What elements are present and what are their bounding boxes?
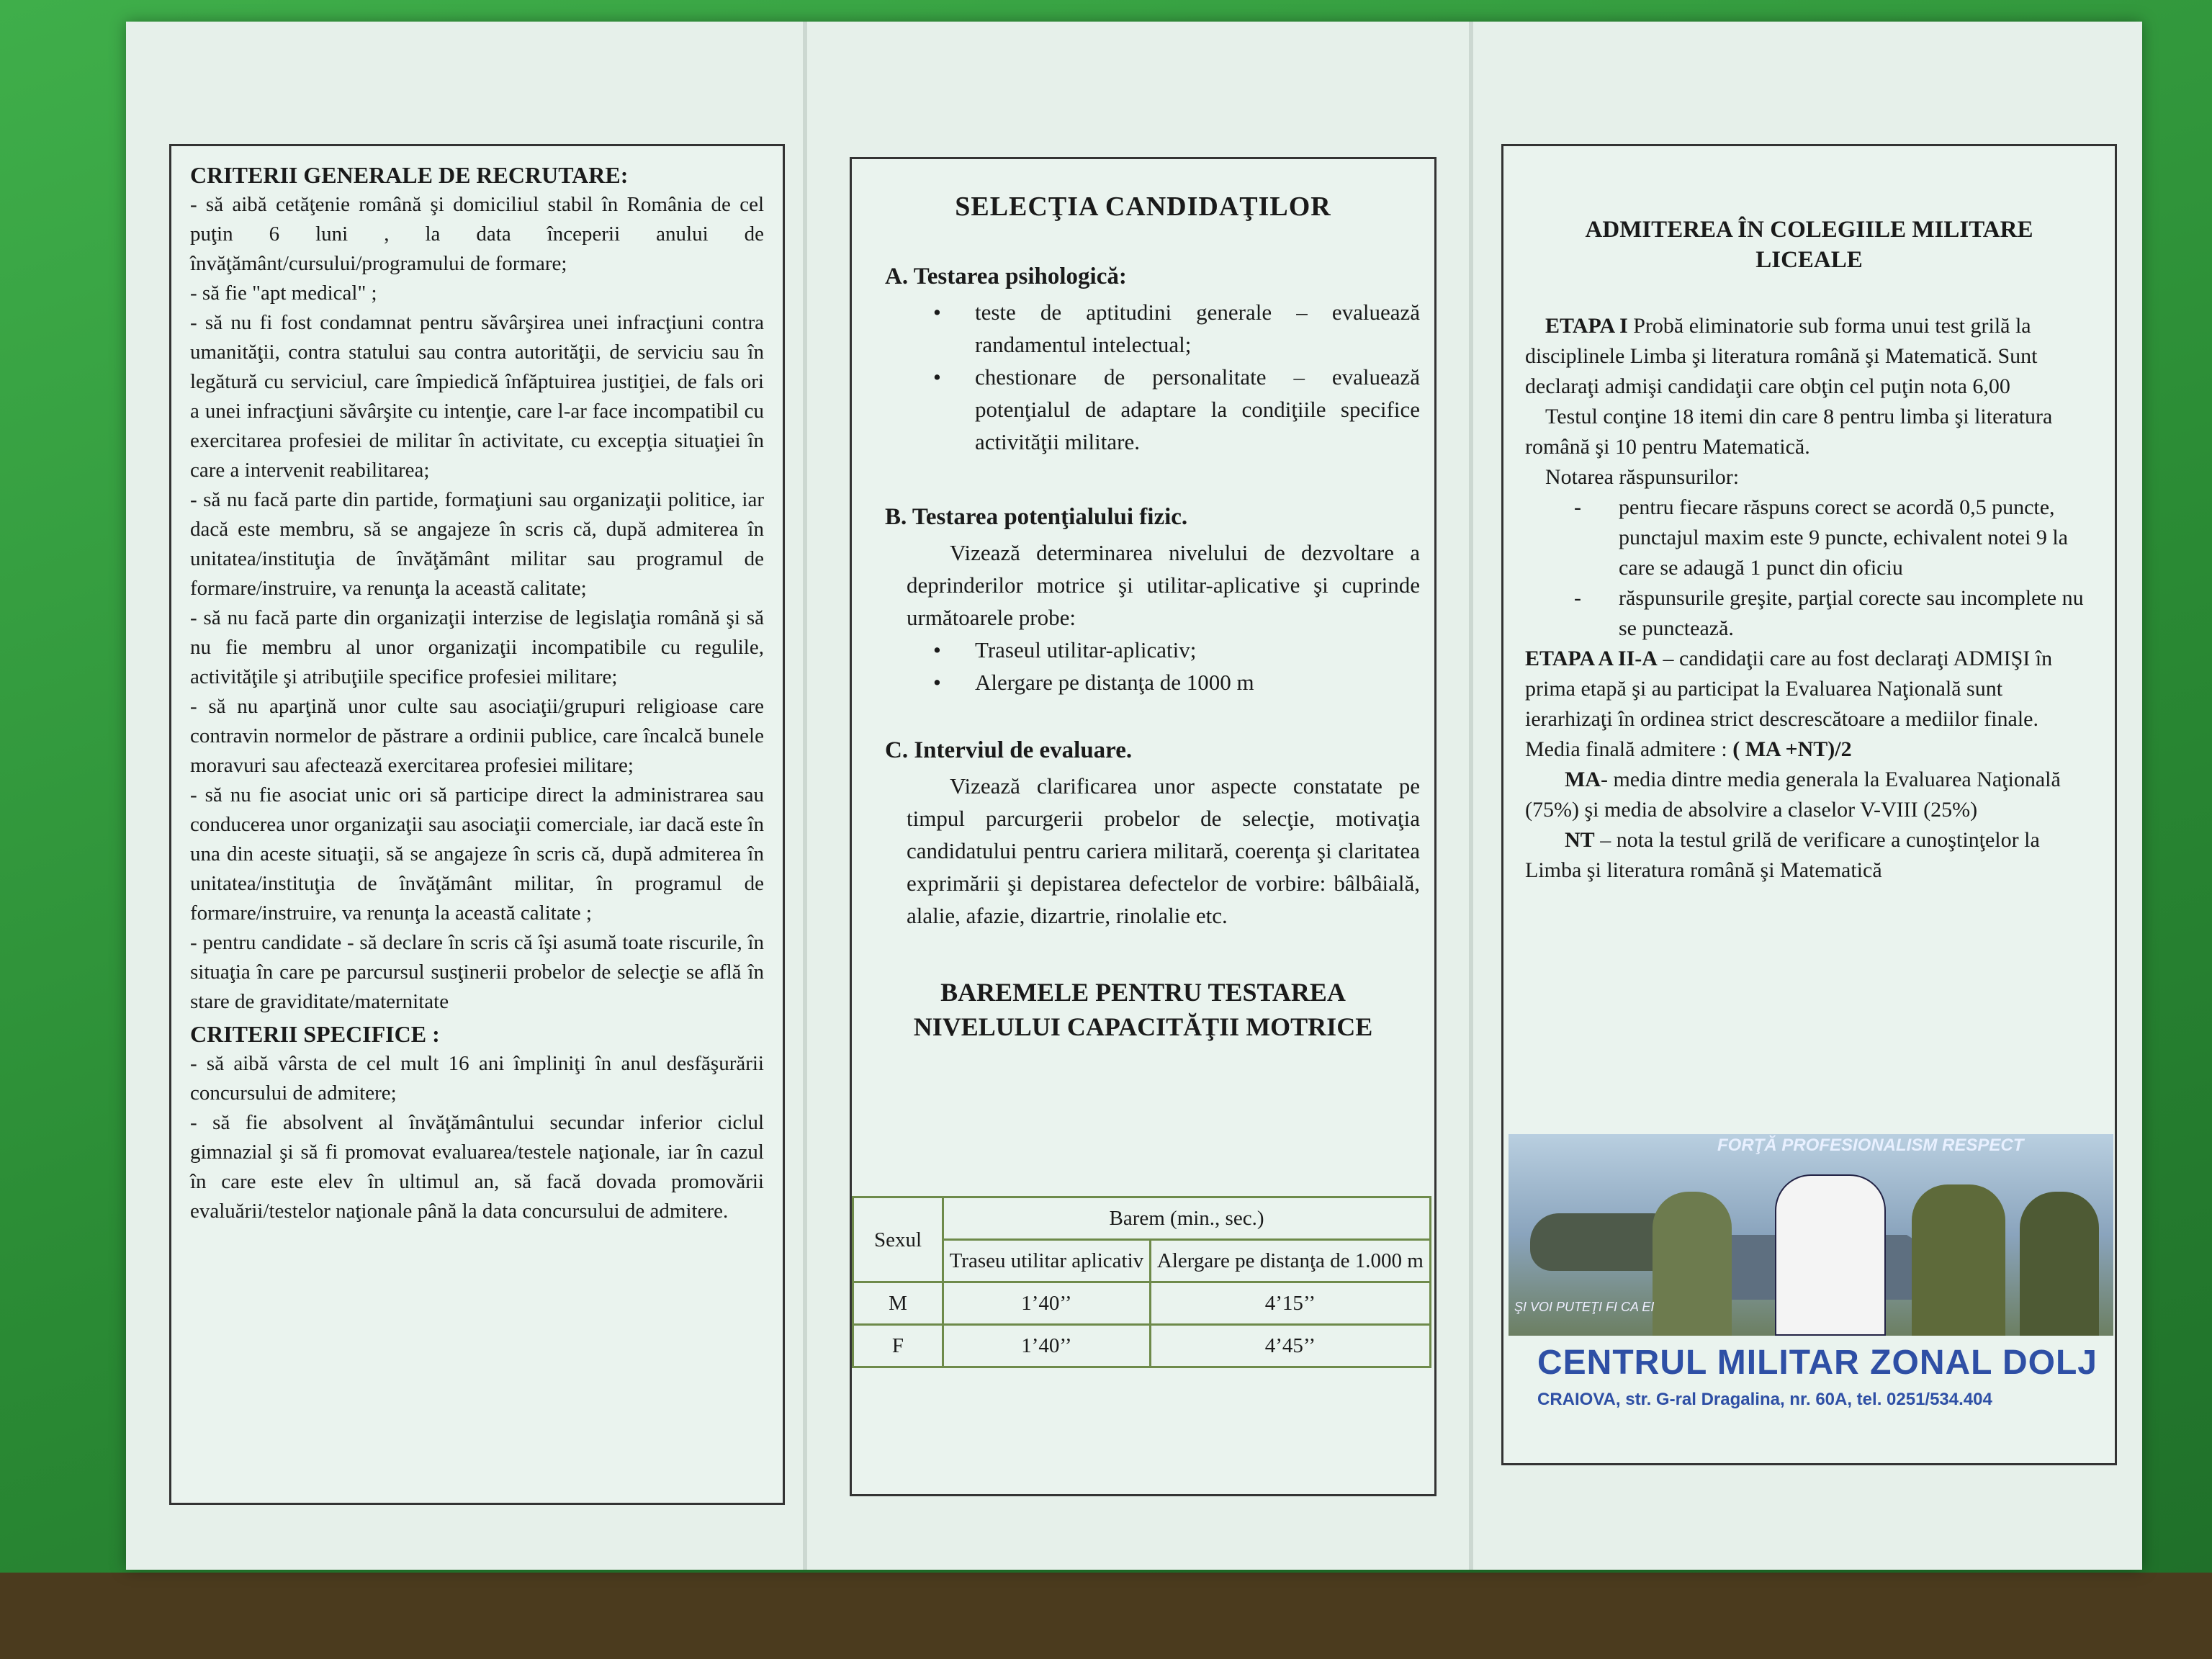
banner-photo [1509,1134,2113,1336]
ma-text: - media dintre media generala la Evaluarea Naţională (75%) şi media de absolvire a claselor V-VIII (25%) [1525,768,2061,822]
admission-title-line: ADMITEREA ÎN COLEGIILE MILITARE [1585,217,2033,243]
barem-title-line: NIVELULUI CAPACITĂŢII MOTRICE [913,1012,1373,1041]
banner-slogan-2: ŞI VOI PUTEŢI FI CA EI [1514,1300,1655,1314]
cell-sex: M [853,1282,943,1325]
criterion-item: - să nu fie asociat unic ori să participe direct la administrarea sau conducerea unor organizaţii sau asociaţii comerciale, iar dacă este în una din aceste situaţii, să se angajeze în scris că, după admiterea în unitatea/instituţia de învăţământ militar, în programul de formare/instruire, va renunţa la această calitate ; [190,783,764,925]
col-alergare-header: Alergare pe distanţa de 1.000 m [1150,1240,1430,1282]
soldier-image [1653,1192,1732,1336]
selection-title: SELECŢIA CANDIDAŢILOR [955,192,1331,222]
ma-label: MA [1565,768,1601,791]
criterion-item: - să nu facă parte din organizaţii interzise de legislaţia română şi să nu fie membru al unor organizaţii incompatibile cu regulile, activităţile şi atribuţiile specifice profesiei militare; [190,606,764,688]
notare-label: Notarea răspunsurilor: [1545,465,1740,489]
section-b-text: Vizează determinarea nivelului de dezvoltare a deprinderilor motrice şi utilitar-aplicative şi cuprinde următoarele probe: [907,540,1420,630]
general-criteria-heading: CRITERII GENERALE DE RECRUTARE: [190,162,629,188]
notare-list [1525,493,2093,644]
etapa1-text: Probă eliminatorie sub forma unui test grilă la disciplinele Limba şi literatura română şi Matematică. Sunt declaraţi admişi candidaţii care obţin cel puţin nota 6,00 [1525,314,2038,398]
list-item: • teste de aptitudini generale – evaluează randamentul intelectual; [975,296,1420,361]
test-paragraph: Testul conţine 18 itemi din care 8 pentru limba şi literatura română şi 10 pentru Matematică. [1525,405,2053,459]
cell-sex: F [853,1325,943,1367]
list-item: - pentru fiecare răspuns corect se acordă 0,5 puncte, punctajul maxim este 9 puncte, echivalent notei 9 la care se adaugă 1 punct din oficiu [1619,493,2093,583]
col-sex-header: Sexul [853,1197,943,1282]
section-c-text: Vizează clarificarea unor aspecte constatate pe timpul parcurgerii probelor de selecţie, motivaţia candidatului pentru cariera militară, coerenţa şi claritatea exprimării şi depistarea defectelor de vorbire: bâlbâială, alalie, afazie, dizartrie, rinolalie etc. [907,773,1420,928]
barem-title [866,975,1420,1044]
etapa2-paragraph [1525,644,2093,734]
criterion-item: - să nu aparţină unor culte sau asociaţii/grupuri religioase care contravin normelor de păstrare a ordinii publice, care încalcă bunele moravuri sau afectează exercitarea profesiei militare; [190,695,764,777]
section-c-heading: C. Interviul de evaluare. [885,737,1133,763]
barem-title-line: BAREMELE PENTRU TESTAREA [940,978,1346,1007]
media-label: Media finală admitere : [1525,737,1733,761]
section-a-list [907,296,1420,458]
banner-slogan: FORŢĂ PROFESIONALISM RESPECT [1717,1136,2024,1155]
fold-line [803,22,807,1570]
etapa2-label: ETAPA A II-A [1525,647,1658,670]
etapa1-paragraph [1525,311,2093,402]
criterion-item: - să aibă cetăţenie română şi domiciliul stabil în România de cel puţin 6 luni , la data începerii anului de învăţământ/cursului/programului de formare; [190,193,764,275]
etapa1-label: ETAPA I [1545,314,1628,338]
table-row [853,1325,1431,1367]
col-barem-header: Barem (min., sec.) [943,1197,1431,1240]
ma-paragraph [1525,765,2093,825]
fold-line [1469,22,1473,1570]
criterion-item: - să nu facă parte din partide, formaţiuni sau organizaţii politice, iar dacă este membru, să se angajeze în scris că, după admiterea în unitatea/instituţia de învăţământ militar sau programul de formare/instruire, va renunţa la această calitate; [190,488,764,600]
nt-label: NT [1565,828,1595,852]
cell-alergare: 4’15’’ [1150,1282,1430,1325]
list-item: • Traseul utilitar-aplicativ; [975,634,1420,666]
cell-traseu: 1’40’’ [943,1325,1151,1367]
criterion-item: - să fie absolvent al învăţământului secundar inferior ciclul gimnazial şi să fi promovat evaluarea/testele naţionale, iar în cazul în care este elev în ultimul an, să facă dovada promovării evaluării/testelor naţionale până la data concursului de admitere. [190,1111,764,1223]
criterion-item: - să fie "apt medical" ; [190,282,377,305]
section-b-heading: B. Testarea potenţialului fizic. [885,504,1188,530]
cell-traseu: 1’40’’ [943,1282,1151,1325]
soldier-image [2020,1192,2099,1336]
criterion-item: - pentru candidate - să declare în scris că îşi asumă toate riscurile, în situaţia în care pe parcursul susţinerii probelor de selecţie se află în stare de graviditate/maternitate [190,931,764,1013]
media-paragraph [1525,734,2093,765]
admission-title [1525,215,2093,275]
col-traseu-header: Traseu utilitar aplicativ [943,1240,1151,1282]
recruitment-banner [1509,1134,2113,1451]
list-item: • Alergare pe distanţa de 1000 m [975,666,1420,698]
panel-selection [850,157,1437,1496]
etapa2-text: – candidaţii care au fost declaraţi ADMIŞI în prima etapă şi au participat la Evaluarea Naţională sunt ierarhizaţi în ordinea strict descrescătoare a mediilor finale. [1525,647,2053,731]
list-item: • chestionare de personalitate – evaluează potenţialul de adaptare la condiţiile specifice activităţii militare. [975,361,1420,458]
nt-paragraph [1525,825,2093,886]
soldier-image [1912,1184,2005,1336]
organization-name: CENTRUL MILITAR ZONAL DOLJ [1537,1344,2098,1382]
section-a-heading: A. Testarea psihologică: [885,264,1127,289]
table-row [853,1282,1431,1325]
section-b-list [907,634,1420,698]
admission-title-line: LICEALE [1755,247,1863,273]
barem-table [852,1196,1431,1368]
criterion-item: - să aibă vârsta de cel mult 16 ani împliniţi în anul desfăşurării concursului de admitere; [190,1052,764,1105]
nt-text: – nota la testul grilă de verificare a cunoştinţelor la Limba şi literatura română şi Matematică [1525,828,2040,882]
criterion-item: - să nu fi fost condamnat pentru săvârşirea unei infracţiuni contra umanităţii, contra statului sau contra autorităţii, de serviciu sau în legătură cu serviciul, care împiedică înfăptuirea justiţiei, de fals ori a unei infracţiuni săvârşite cu intenţie, care l-ar face incompatibil cu exercitarea profesiei de militar în activitate, cu excepţia situaţiei în care a intervenit reabilitarea; [190,311,764,482]
panel-criteria [169,144,785,1505]
cell-alergare: 4’45’’ [1150,1325,1430,1367]
media-formula: ( MA +NT)/2 [1732,737,1852,761]
specific-criteria-heading: CRITERII SPECIFICE : [190,1021,440,1047]
list-item: - răspunsurile greşite, parţial corecte sau incomplete nu se punctează. [1619,583,2093,644]
organization-address: CRAIOVA, str. G-ral Dragalina, nr. 60A, tel. 0251/534.404 [1537,1390,1992,1409]
sailor-image [1775,1174,1886,1336]
